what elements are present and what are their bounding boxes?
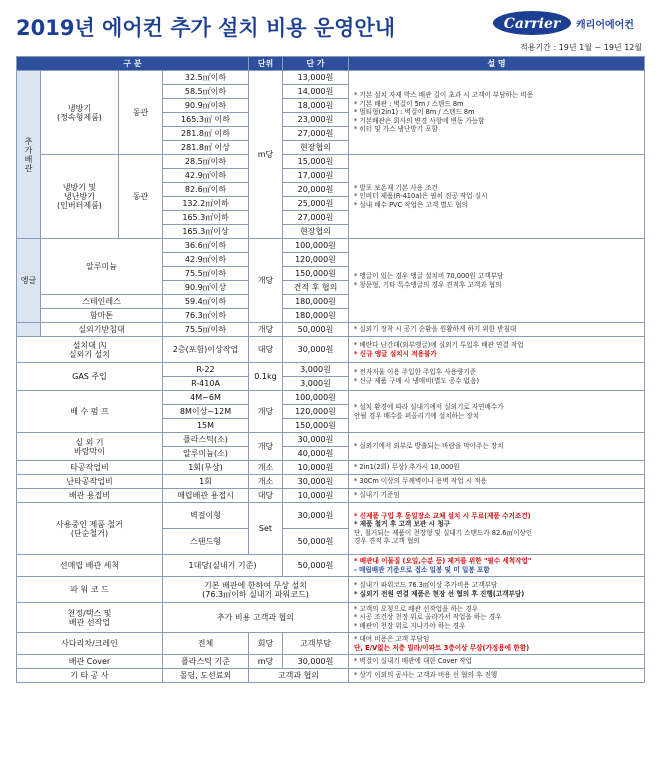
brand-name: 캐리어에어컨 [576, 20, 634, 31]
table-cell: 42.9㎡이하 [163, 253, 249, 267]
col-desc: 설 명 [349, 57, 645, 71]
carrier-logo [492, 10, 572, 36]
table-cell: 3,000원 [283, 363, 349, 377]
table-cell: 30,000원 [283, 433, 349, 447]
table-cell: 개당 [249, 391, 283, 433]
table-cell: * 대여 비용은 고객 부담임 단, E/V없는 저층 빌라/아파트 3층이상 무상(가정용에 한함) [349, 633, 645, 655]
table-cell: * 전자저울 이용 주입한 주입후 사용량기준 * 신규 제품 구매 시 냉매비(별도 공수 없음) [349, 363, 645, 391]
table-cell: 165.3㎡ 이하 [163, 113, 249, 127]
g1-material: 동관 [119, 71, 163, 155]
g2-material: 동관 [119, 155, 163, 239]
table-cell: 천정/택스 및 배관 선작업 [17, 603, 163, 633]
table-cell: 견적 후 협의 [283, 281, 349, 295]
table-cell: 10,000원 [283, 461, 349, 475]
table-cell: 매립배관 용접시 [163, 489, 249, 503]
table-row [17, 577, 645, 603]
table-cell: 기본 배관에 한하여 무상 설치 (76.3㎡이하 실내기 파워코드) [163, 577, 349, 603]
table-cell: 개소 [249, 475, 283, 489]
table-row [17, 475, 645, 489]
table-cell: 전체 [163, 633, 249, 655]
table-cell: 180,000원 [283, 295, 349, 309]
table-cell: 20,000원 [283, 183, 349, 197]
table-cell: 개당 [249, 433, 283, 461]
table-row [17, 633, 645, 655]
unit-cell: 개당 [249, 239, 283, 323]
table-cell: 120,000원 [283, 405, 349, 419]
table-row [17, 603, 645, 633]
table-cell: 15,000원 [283, 155, 349, 169]
table-cell: 25,000원 [283, 197, 349, 211]
table-row [17, 155, 645, 169]
col-price: 단 가 [283, 57, 349, 71]
table-row [17, 489, 645, 503]
angle-al-label: 알루미늄 [41, 239, 163, 295]
table-cell: 120,000원 [283, 253, 349, 267]
table-cell: 3,000원 [283, 377, 349, 391]
table-cell: 82.6㎡이하 [163, 183, 249, 197]
table-cell: 90.9㎡이하 [163, 99, 249, 113]
table-cell: 2층(포함)이상작업 [163, 337, 249, 363]
cost-table [16, 56, 645, 683]
table-cell: 58.5㎡이하 [163, 85, 249, 99]
table-cell: 회당 [249, 633, 283, 655]
table-cell: 27,000원 [283, 211, 349, 225]
table-cell: 150,000원 [283, 267, 349, 281]
table-cell: 42.9㎡이하 [163, 169, 249, 183]
table-cell: 플라스틱(소) [163, 433, 249, 447]
table-cell: * 설치 환경에 따라 실내기에서 실외기로 자연배수가 안될 경우 배수를 퍼올리기에 설치하는 장치 [349, 391, 645, 433]
table-cell: 100,000원 [283, 391, 349, 405]
category-add-pipe: 추 가 배 관 [17, 71, 41, 239]
col-gubun: 구 분 [17, 57, 249, 71]
table-cell: 기 타 공 사 [17, 669, 163, 683]
table-cell: 180,000원 [283, 309, 349, 323]
table-cell: 설치대 內 실외기 설치 [17, 337, 163, 363]
table-cell: 배관 Cover [17, 655, 163, 669]
table-cell: 40,000원 [283, 447, 349, 461]
table-cell: 벽걸이형 [163, 503, 249, 529]
table-cell: 현장협의 [283, 225, 349, 239]
table-cell: 난타공작업비 [17, 475, 163, 489]
table-row [17, 391, 645, 405]
table-cell: 몰딩, 도선료외 [163, 669, 249, 683]
table-cell: 30,000원 [283, 475, 349, 489]
table-cell: 10,000원 [283, 489, 349, 503]
table-cell: 27,000원 [283, 127, 349, 141]
g1-desc: * 기본 설치 자재 박스 배관 길이 초과 시 고객이 부담하는 비용 * 기본 배관 : 벽걸이 5m / 스탠드 8m * 멀티형(2in1) : 벽걸이 8m / 스탠드 8m * 기본배관은 회사의 변경 사항에 변동 가능함 * 히터 및 가스 냉난방기 포함 [349, 71, 645, 155]
table-cell: * 베란다 난간대(외부앵글)에 실외기 투입후 배관 연결 작업 * 신규 앵글 설치시 적용불가 [349, 337, 645, 363]
table-cell: 75.5㎡이하 [163, 323, 249, 337]
table-cell: 개소 [249, 461, 283, 475]
table-row [17, 655, 645, 669]
table-cell: 사다리차/크레인 [17, 633, 163, 655]
table-cell: * 벽걸이 실내기 배관에 대한 Cover 작업 [349, 655, 645, 669]
table-cell: 배 수 펌 프 [17, 391, 163, 433]
page-title: 2019년 에어컨 추가 설치 비용 운영안내 [16, 16, 396, 40]
table-cell: GAS 주입 [17, 363, 163, 391]
table-cell: 함마톤 [41, 309, 163, 323]
table-cell: * 실외기 장착 시 공기 순환을 원활하게 하기 위한 받침대 [349, 323, 645, 337]
table-cell: 50,000원 [283, 555, 349, 577]
table-cell: * 신제품 구입 후 동일장소 교체 설치 시 무료(제품 수거조건) * 제품 철거 후 고객 보관 시 청구 단, 철거되는 제품이 천장형 및 실내기 스탠드가 82.6㎡이상인 경우 견적 후 고객 협의 [349, 503, 645, 555]
table-cell: 실외기받침대 [41, 323, 163, 337]
table-row [17, 669, 645, 683]
table-cell: R-410A [163, 377, 249, 391]
table-cell: 281.8㎡ 이하 [163, 127, 249, 141]
table-header [17, 57, 645, 71]
table-cell: * 30Cm 이상의 두께벽이나 용벽 작업 시 적용 [349, 475, 645, 489]
table-row [17, 323, 645, 337]
table-row [17, 433, 645, 447]
table-cell: 76.3㎡이하 [163, 309, 249, 323]
table-cell: 30,000원 [283, 337, 349, 363]
table-cell: * 배관내 이물질 (오일,수분 등) 제거를 위한 "필수 세척작업" - 매립배관 기준으로 접소 일봉 및 미 일봉 포함 [349, 555, 645, 577]
angle-desc: * 앵글이 있는 경우 앵글 설치비 70,000원 고객부담 * 창문형, 기타 특수앵글의 경우 견적후 고객과 협의 [349, 239, 645, 323]
table-cell: * 2in1(2회) 무상) 추가시 10,000원 [349, 461, 645, 475]
table-cell [17, 323, 41, 337]
spec-cell: 32.5㎡이하 [163, 71, 249, 85]
table-row [17, 239, 645, 253]
table-cell: 플라스틱 기준 [163, 655, 249, 669]
table-cell: 고객과 협의 [249, 669, 349, 683]
table-cell: 50,000원 [283, 323, 349, 337]
table-cell: 개당 [249, 323, 283, 337]
table-cell: Set [249, 503, 283, 555]
table-cell: 대당 [249, 337, 283, 363]
category-angle: 앵글 [17, 239, 41, 323]
table-cell: 100,000원 [283, 239, 349, 253]
table-cell: 132.2㎡이하 [163, 197, 249, 211]
table-cell: * 상기 이외의 공사는 고객과 비용 선 협의 후 진행 [349, 669, 645, 683]
table-cell: 8M이상~12M [163, 405, 249, 419]
table-cell: 실 외 기 바람막이 [17, 433, 163, 461]
table-row [17, 461, 645, 475]
table-cell: 15M [163, 419, 249, 433]
unit-cell: m당 [249, 71, 283, 239]
table-row [17, 363, 645, 377]
table-cell: 1회(무상) [163, 461, 249, 475]
table-cell: 현장협의 [283, 141, 349, 155]
table-cell: 28.5㎡이하 [163, 155, 249, 169]
table-cell: R-22 [163, 363, 249, 377]
table-cell: 17,000원 [283, 169, 349, 183]
table-cell: 선매립 배관 세척 [17, 555, 163, 577]
table-cell: 281.8㎡ 이상 [163, 141, 249, 155]
table-cell: 스테인레스 [41, 295, 163, 309]
g2-label: 냉방기 및 냉난방기 (인버터제품) [41, 155, 119, 239]
table-cell: * 실외기에서 외부로 방출되는 바람을 막아주는 장치 [349, 433, 645, 461]
g2-desc: * 발포 보온재 기본 사용 조건 * 인버터 제품(R-410a)은 필히 진공 작업 실시 * 실내 배수 PVC 작업은 고객 별도 협의 [349, 155, 645, 239]
table-cell: 14,000원 [283, 85, 349, 99]
col-unit: 단위 [249, 57, 283, 71]
table-row [17, 337, 645, 363]
table-cell: 50,000원 [283, 529, 349, 555]
table-cell: 90.9㎡이상 [163, 281, 249, 295]
table-cell: m당 [249, 655, 283, 669]
table-cell: 165.3㎡이하 [163, 211, 249, 225]
table-cell: * 고객의 요청으로 배관 선작업을 하는 경우 * 시공 조건상 천정 위로 올라가서 작업을 하는 경우 * 배관이 천장 위로 지나가야 하는 경우 [349, 603, 645, 633]
table-cell: 1대당(실내기 기준) [163, 555, 283, 577]
apply-period: 적용기간 : 19년 1월 ~ 19년 12월 [520, 43, 643, 52]
table-cell: 30,000원 [283, 655, 349, 669]
price-cell: 13,000원 [283, 71, 349, 85]
table-cell: 165.3㎡이상 [163, 225, 249, 239]
table-cell: 36.6㎡이하 [163, 239, 249, 253]
table-cell: 대당 [249, 489, 283, 503]
table-row [17, 71, 645, 85]
table-cell: 배관 용접비 [17, 489, 163, 503]
table-cell: 4M~6M [163, 391, 249, 405]
table-cell: 30,000원 [283, 503, 349, 529]
table-cell: 고객부담 [283, 633, 349, 655]
table-cell: 23,000원 [283, 113, 349, 127]
table-row [17, 555, 645, 577]
table-cell: 스탠드형 [163, 529, 249, 555]
table-cell: 18,000원 [283, 99, 349, 113]
table-cell: 150,000원 [283, 419, 349, 433]
table-cell: * 실내기 파워코드 76.3㎡이상 추가비용 고객부담 * 실외기 전원 연결 제품은 현장 선 협의 후 진행(고객부담) [349, 577, 645, 603]
table-cell: 추가 비용 고객과 협의 [163, 603, 349, 633]
table-cell: 75.5㎡이하 [163, 267, 249, 281]
table-cell: 타공작업비 [17, 461, 163, 475]
table-cell: 59.4㎡이하 [163, 295, 249, 309]
g1-label: 냉방기 (정속형제품) [41, 71, 119, 155]
table-cell: 1회 [163, 475, 249, 489]
table-cell: 파 워 코 드 [17, 577, 163, 603]
table-cell: 사용중인 제품 철거 (단순철거) [17, 503, 163, 555]
table-cell: 알루미늄(소) [163, 447, 249, 461]
table-row [17, 503, 645, 529]
logo-text: Carrier [503, 16, 561, 32]
table-cell: 0.1kg [249, 363, 283, 391]
table-cell: * 실내기 기준임 [349, 489, 645, 503]
